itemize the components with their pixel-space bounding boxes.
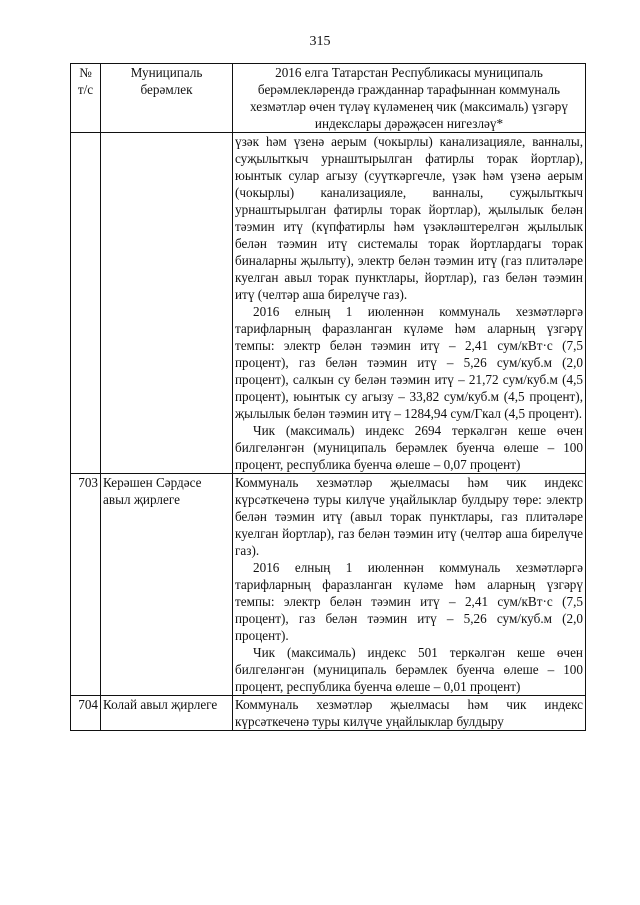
- row-description: [233, 133, 586, 474]
- row-description: [233, 474, 586, 696]
- paragraph: Чик (максималь) индекс 501 теркәлгән кеше өчен билгеләнгән (муниципаль берәмлек буенча өлеше – 100 процент, республика буенча өлеше – 0,01 процент): [235, 645, 583, 694]
- row-num: [71, 133, 101, 474]
- paragraph: Коммуналь хезмәтләр җыелмасы һәм чик индекс күрсәткеченә туры килүче уңайлыклар булдыру: [235, 697, 583, 729]
- municipal-index-table: [70, 63, 586, 731]
- table-row: [71, 696, 586, 731]
- paragraph: үзәк һәм үзенә аерым (чокырлы) канализацияле, ванналы, суҗылыткыч урнаштырылган фатирлы торак йортлар), юынтык сулар агызу (суүткәргечле, үзәк һәм үзенә аерым (чокырлы) канализацияле, ванналы, суҗылыткыч урнаштырылган фатирлы торак йортлар), җылылык белән тәэмин итү (күпфатирлы һәм үзәкләштерелгән җылылык белән тәэмин итү системалы торак йортлардагы торак биналарны җылыту), электр белән тәэмин итү (газ плитәләре куелган авыл торак пунктлары, йортлар), газ белән тәэмин итү (челтәр аша бирелүче газ).: [235, 134, 583, 302]
- paragraph: 2016 елның 1 июленнән коммуналь хезмәтләргә тарифларның фаразланган күләме һәм аларның үзгәрү темпы: электр белән тәэмин итү – 2,41 сум/кВт·с (7,5 процент), газ белән тәэмин итү – 5,26 сум/куб.м (2,0 процент), салкын су белән тәэмин итү – 21,72 сум/куб.м (4,5 процент), юынтык су агызу – 33,82 сум/куб.м (4,5 процент), җылылык белән тәэмин итү – 1284,94 сум/Гкал (4,5 процент).: [235, 304, 583, 421]
- row-municipality: Керәшен Сәрдәсе авыл җирлеге: [101, 474, 233, 696]
- page-number: 315: [309, 34, 331, 49]
- table-header-row: [71, 64, 586, 133]
- row-description: [233, 696, 586, 731]
- paragraph: 2016 елның 1 июленнән коммуналь хезмәтләргә тарифларның фаразланган күләме һәм аларның үзгәрү темпы: электр белән тәэмин итү – 2,41 сум/кВт·с (7,5 процент), газ белән тәэмин итү – 5,26 сум/куб.м (2,0 процент).: [235, 560, 583, 643]
- row-municipality: [101, 133, 233, 474]
- paragraph: Чик (максималь) индекс 2694 теркәлгән кеше өчен билгеләнгән (муниципаль берәмлек буенча өлеше – 100 процент, республика буенча өлеше – 0,07 процент): [235, 423, 583, 472]
- table-row: [71, 133, 586, 474]
- header-description: 2016 елга Татарстан Республикасы муниципаль берәмлекләрендә гражданнар тарафыннан коммуналь хезмәтләр өчен түләү күләменең чик (максималь) үзгәрү индекслары дәрәҗәсен нигезләү*: [233, 64, 586, 133]
- row-num: 703: [71, 474, 101, 696]
- paragraph: Коммуналь хезмәтләр җыелмасы һәм чик индекс күрсәткеченә туры килүче уңайлыклар булдыру төре: электр белән тәэмин итү (авыл торак пунктлары, газ плитәләре куелган йортлар), газ белән тәэмин итү (челтәр аша бирелүче газ).: [235, 475, 583, 558]
- row-num: 704: [71, 696, 101, 731]
- header-num: № т/с: [71, 64, 101, 133]
- table-row: [71, 474, 586, 696]
- row-municipality: Колай авыл җирлеге: [101, 696, 233, 731]
- header-municipality: Муниципаль берәмлек: [101, 64, 233, 133]
